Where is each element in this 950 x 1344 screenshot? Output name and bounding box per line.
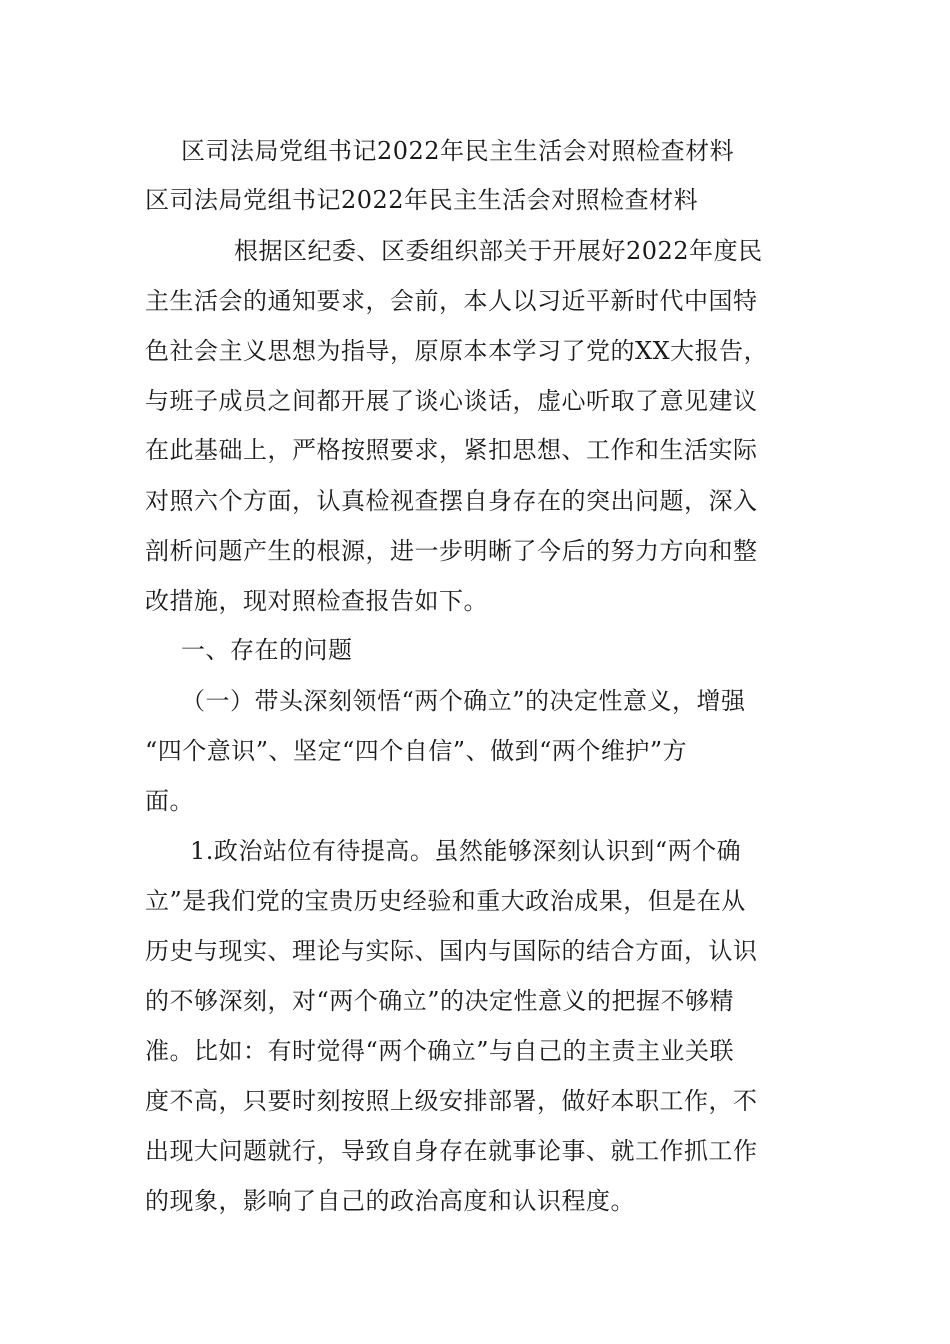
document-title: 区司法局党组书记2022年民主生活会对照检查材料 (181, 137, 735, 165)
intro-paragraph-line: 根据区纪委、区委组织部关于开展好2022年度民 (234, 237, 763, 265)
item-paragraph-line: 准。比如：有时觉得“两个确立”与自己的主责主业关联 (145, 1037, 735, 1065)
item-paragraph-line: 1.政治站位有待提高。虽然能够深刻认识到“两个确 (190, 837, 742, 865)
intro-paragraph-line: 主生活会的通知要求，会前，本人以习近平新时代中国特 (145, 287, 758, 315)
subsection-heading-line: 面。 (145, 787, 194, 815)
item-paragraph-line: 历史与现实、理论与实际、国内与国际的结合方面，认识 (145, 937, 758, 965)
intro-paragraph-line: 剖析问题产生的根源，进一步明晰了今后的努力方向和整 (145, 537, 758, 565)
subsection-heading-line: （一）带头深刻领悟“两个确立”的决定性意义，增强 (181, 687, 746, 715)
intro-paragraph-line: 与班子成员之间都开展了谈心谈话，虚心听取了意见建议 (145, 387, 758, 415)
item-paragraph-line: 出现大问题就行，导致自身存在就事论事、就工作抓工作 (145, 1137, 758, 1165)
intro-paragraph-line: 色社会主义思想为指导，原原本本学习了党的XX大报告， (145, 337, 769, 365)
item-paragraph-line: 度不高，只要时刻按照上级安排部署，做好本职工作，不 (145, 1087, 758, 1115)
intro-paragraph-line: 对照六个方面，认真检视查摆自身存在的突出问题，深入 (145, 487, 758, 515)
intro-paragraph-line: 在此基础上，严格按照要求，紧扣思想、工作和生活实际 (145, 436, 758, 464)
item-paragraph-line: 立”是我们党的宝贵历史经验和重大政治成果，但是在从 (145, 887, 746, 915)
intro-paragraph-line: 改措施，现对照检查报告如下。 (145, 587, 488, 615)
subsection-heading-line: “四个意识”、坚定“四个自信”、做到“两个维护”方 (145, 737, 688, 765)
section-heading: 一、存在的问题 (181, 636, 353, 664)
item-paragraph-line: 的不够深刻，对“两个确立”的决定性意义的把握不够精 (145, 987, 735, 1015)
item-paragraph-line: 的现象，影响了自己的政治高度和认识程度。 (145, 1187, 635, 1215)
document-title-repeat: 区司法局党组书记2022年民主生活会对照检查材料 (145, 186, 699, 214)
